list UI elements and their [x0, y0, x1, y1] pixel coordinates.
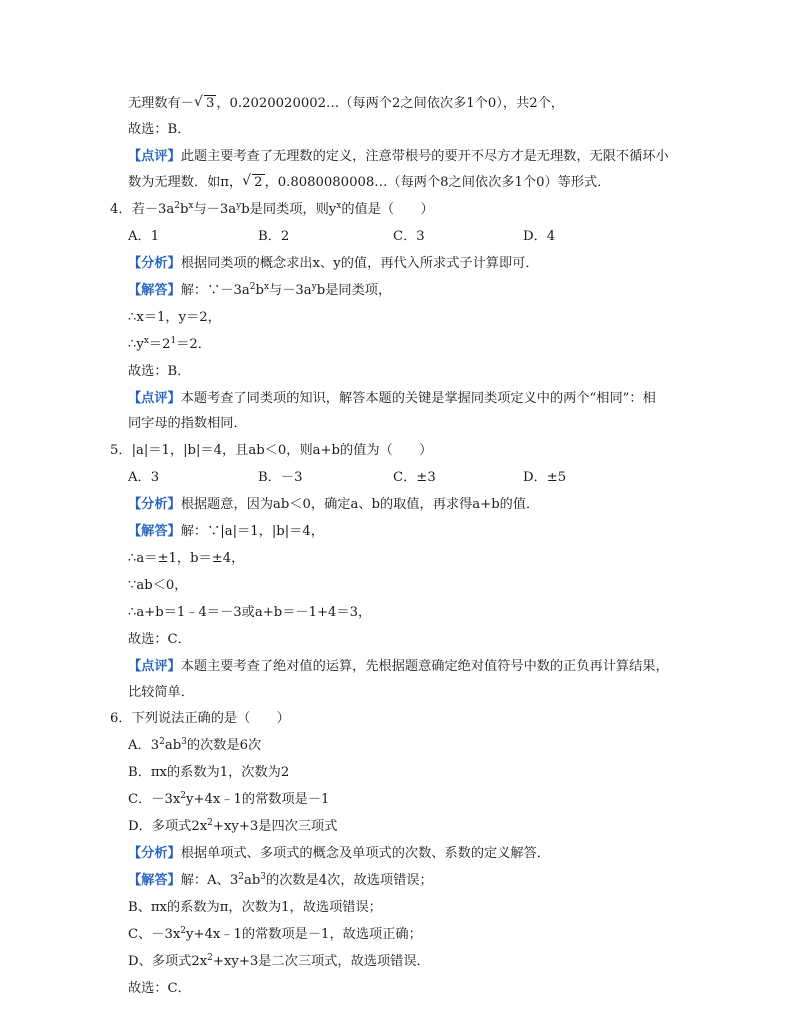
solution-step: ∵ab＜0， [128, 578, 188, 593]
q4-options [0, 227, 794, 247]
solution-step: $\therefore y^x=2^1=2$． [128, 336, 211, 352]
option-a: A．$3^2ab^3$的次数是6次 [128, 737, 262, 753]
solution-step: C、$-3x^2y+4x﹣1$的常数项是－1，故选项正确； [128, 926, 422, 942]
solution-step: B、πx的系数为π，次数为1，故选项错误； [128, 900, 382, 915]
option-a: A．3 [128, 470, 160, 485]
solution-line: 【解答】解：A、$3^2ab^3$的次数是4次，故选项错误； [128, 872, 433, 888]
option-b: B．2 [258, 229, 290, 244]
solution-line: 【解答】解：$\because-3a^2b^x$与$-3a^yb$是同类项， [128, 282, 392, 298]
analysis-tag: 【分析】 [128, 846, 181, 861]
analysis-line: 【分析】根据题意，因为ab＜0，确定a、b的取值，再求得a+b的值． [128, 497, 540, 512]
option-a: A．1 [128, 229, 160, 244]
sqrt-symbol: √ 2 [243, 173, 264, 193]
analysis-line: 【分析】根据同类项的概念求出x、y的值，再代入所求式子计算即可． [128, 256, 539, 271]
q5-options [0, 468, 794, 488]
answer-line: 故选：B． [128, 122, 191, 137]
option-b: B．－3 [258, 470, 303, 485]
comment-line: 【点评】本题考查了同类项的知识，解答本题的关键是掌握同类项定义中的两个“相同”：相 [128, 391, 656, 406]
solution-tag: 【解答】 [128, 873, 181, 888]
comment-line: 比较简单． [128, 685, 194, 700]
solution-line: 【解答】解：∵|a|＝1，|b|＝4， [128, 524, 324, 539]
answer-line: 故选：C． [128, 981, 191, 996]
text-line: 无理数有－√ 3 ，0.2020020002…（每两个2之间依次多1个0），共2个， [128, 94, 564, 114]
comment-tag: 【点评】 [128, 391, 181, 406]
question-6: 6．下列说法正确的是（ ） [110, 711, 290, 726]
answer-line: 故选：B． [128, 364, 191, 379]
option-d: D．多项式$2x^2+xy+3$是四次三项式 [128, 818, 338, 834]
solution-tag: 【解答】 [128, 524, 181, 539]
option-c: C．3 [393, 229, 425, 244]
question-4: 4．若$-3a^2b^x$与$-3a^yb$是同类项，则$y^x$的值是（ ） [110, 201, 434, 217]
analysis-tag: 【分析】 [128, 256, 181, 271]
option-d: D．4 [523, 229, 556, 244]
analysis-tag: 【分析】 [128, 497, 181, 512]
option-b: B．πx的系数为1，次数为2 [128, 765, 290, 780]
answer-line: 故选：C． [128, 632, 191, 647]
solution-step: ∴a+b＝1﹣4＝－3或a+b＝－1+4＝3， [128, 605, 372, 620]
option-d: D．±5 [523, 470, 567, 485]
comment-line: 【点评】此题主要考查了无理数的定义，注意带根号的要开不尽方才是无理数，无限不循环小 [128, 149, 669, 164]
comment-line: 【点评】本题主要考查了绝对值的运算，先根据题意确定绝对值符号中数的正负再计算结果， [128, 659, 669, 674]
comment-tag: 【点评】 [128, 149, 181, 164]
option-c: C．$-3x^2y+4x﹣1$的常数项是－1 [128, 791, 330, 807]
solution-tag: 【解答】 [128, 283, 181, 298]
analysis-line: 【分析】根据单项式、多项式的概念及单项式的次数、系数的定义解答． [128, 846, 550, 861]
question-5: 5．|a|＝1，|b|＝4，且ab＜0，则a+b的值为（ ） [110, 443, 433, 458]
comment-line: 同字母的指数相同． [128, 416, 247, 431]
text-line: 数为无理数．如π，√ 2 ，0.8080080008…（每两个8之间依次多1个0）等形式． [128, 173, 610, 193]
comment-tag: 【点评】 [128, 659, 181, 674]
solution-step: D、多项式$2x^2+xy+3$是二次三项式，故选项错误． [128, 953, 430, 969]
option-c: C．±3 [393, 470, 436, 485]
sqrt-symbol: √ 3 [195, 94, 216, 114]
solution-step: ∴x＝1，y＝2， [128, 310, 221, 325]
solution-step: ∴a＝±1，b＝±4， [128, 551, 245, 566]
